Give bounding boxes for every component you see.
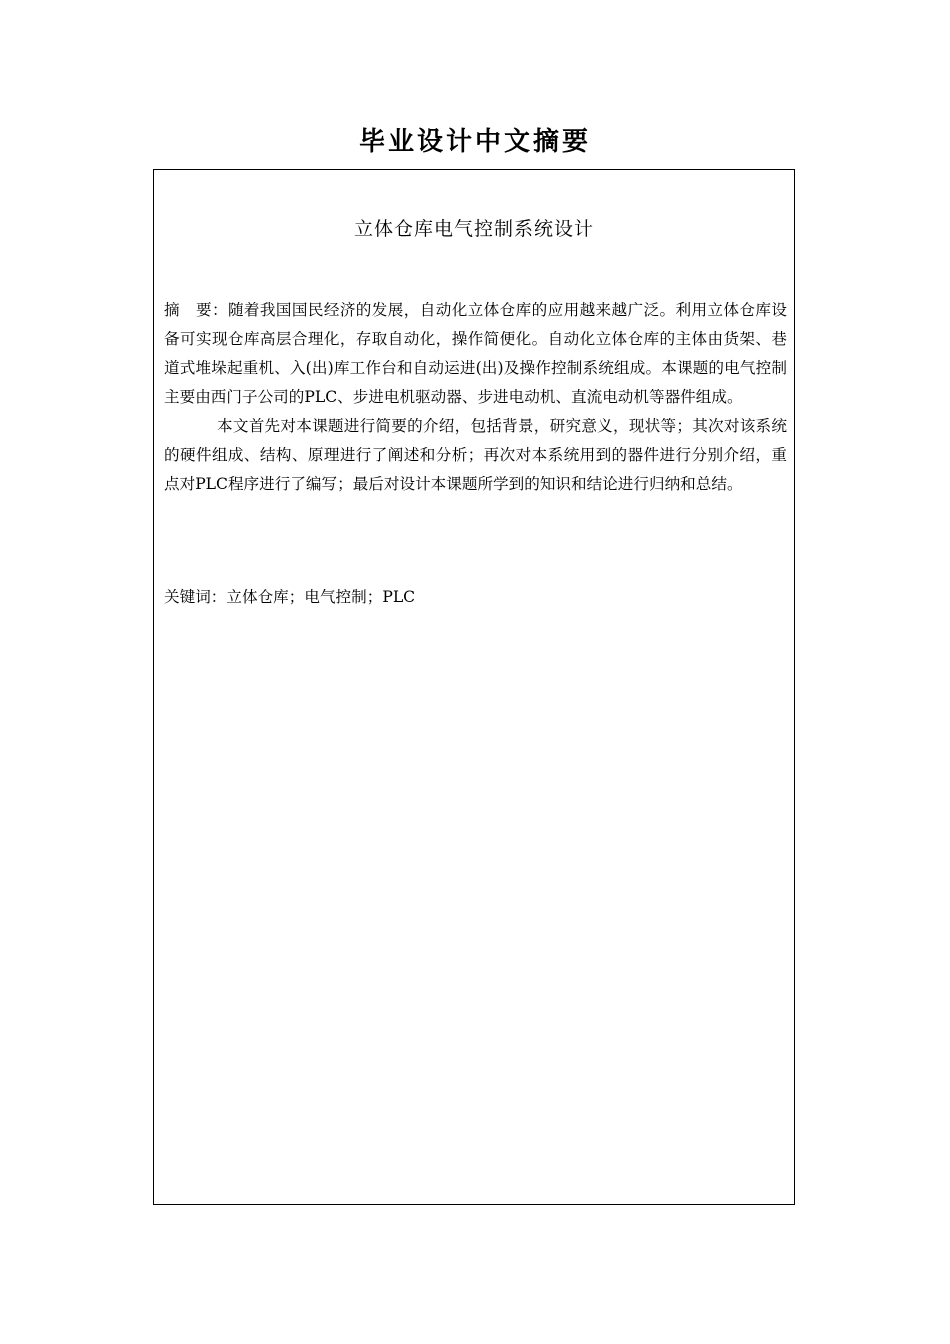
page-heading: 毕业设计中文摘要 <box>358 127 591 157</box>
abstract-paragraph-1 <box>164 296 787 412</box>
keywords-label: 关键词： <box>164 588 227 606</box>
abstract-label: 摘 要： <box>164 301 228 319</box>
keywords-line <box>164 583 787 612</box>
abstract-paragraph-1-text: 随着我国国民经济的发展，自动化立体仓库的应用越来越广泛。利用立体仓库设备可实现仓库高层合理化，存取自动化，操作简便化。自动化立体仓库的主体由货架、巷道式堆垛起重机、入(出)库工作台和自动运进(出)及操作控制系统组成。本课题的电气控制主要由西门子公司的PLC、步进电机驱动器、步进电动机、直流电动机等器件组成。 <box>164 301 787 406</box>
thesis-title: 立体仓库电气控制系统设计 <box>353 218 594 240</box>
keywords-value: 立体仓库；电气控制；PLC <box>226 588 416 606</box>
abstract-paragraph-2: 本文首先对本课题进行简要的介绍，包括背景，研究意义，现状等；其次对该系统的硬件组成、结构、原理进行了阐述和分析；再次对本系统用到的器件进行分别介绍，重点对PLC程序进行了编写；最后对设计本课题所学到的知识和结论进行归纳和总结。 <box>164 417 787 493</box>
abstract-section <box>164 296 787 499</box>
